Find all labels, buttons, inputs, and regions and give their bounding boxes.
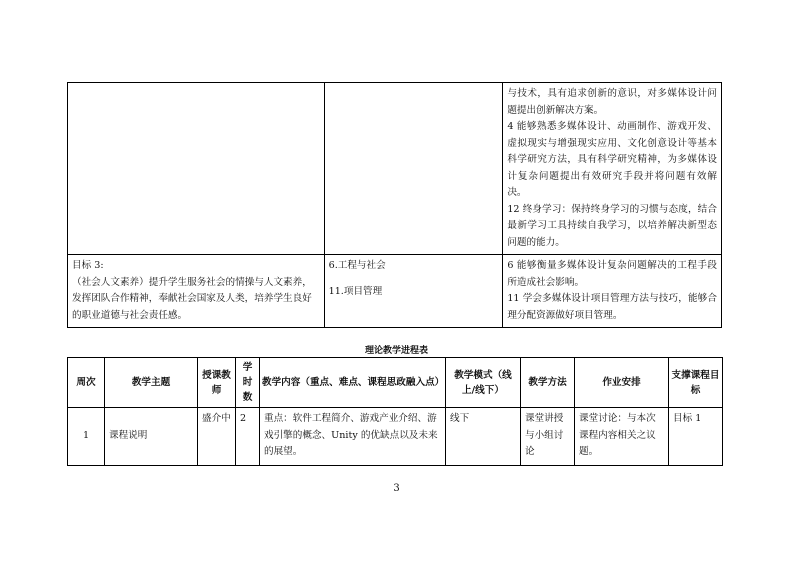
indicator-text: 11 学会多媒体设计项目管理方法与技巧，能够合理分配资源做好项目管理。 [507,293,717,321]
method-cell: 课堂讲授与小组讨论 [521,408,575,466]
table-row [68,83,722,255]
header-teacher: 授课教师 [198,358,236,408]
indicator-cell [503,83,722,255]
schedule-table [67,357,723,466]
header-content: 教学内容（重点、难点、课程思政融入点） [260,358,446,408]
header-homework: 作业安排 [575,358,669,408]
hours-cell: 2 [236,408,260,466]
goal-text: （社会人文素养）提升学生服务社会的情操与人文素养，发挥团队合作精神，奉献社会国家及人类，培养学生良好的职业道德与社会责任感。 [72,276,312,321]
goal-cell: 目标 1 [669,408,723,466]
goal-cell-empty [68,83,325,255]
content-cell: 重点：软件工程简介、游戏产业介绍、游戏引擎的概念、Unity 的优缺点以及未来的展望。 [260,408,446,466]
header-row [68,358,723,408]
header-topic: 教学主题 [105,358,198,408]
indicator-text: 与技术，具有追求创新的意识，对多媒体设计问题提出创新解决方案。 [507,88,717,116]
requirement-cell [324,255,503,328]
header-hours: 学时数 [236,358,260,408]
indicator-text: 6 能够衡量多媒体设计复杂问题解决的工程手段所造成社会影响。 [507,260,717,288]
goal-title: 目标 3: [72,260,104,271]
mode-cell: 线下 [446,408,521,466]
topic-cell: 课程说明 [105,408,198,466]
indicator-cell [503,255,722,328]
header-goal: 支撑课程目标 [669,358,723,408]
indicator-text: 4 能够熟悉多媒体设计、动画制作、游戏开发、虚拟现实与增强现实应用、文化创意设计等基本科学研究方法，具有科学研究精神，为多媒体设计复杂问题提出有效研究手段并将问题有效解决。 [507,121,717,198]
week-cell: 1 [68,408,105,466]
requirement-item: 6.工程与社会 [328,260,386,271]
table-row [68,255,722,328]
header-week: 周次 [68,358,105,408]
header-method: 教学方法 [521,358,575,408]
requirement-item: 11.项目管理 [328,285,383,297]
schedule-caption: 理论教学进程表 [364,346,428,356]
teacher-cell: 盛介中 [198,408,236,466]
requirement-cell-empty [324,83,503,255]
table-row [68,408,723,466]
course-goals-table [67,82,722,328]
indicator-text: 12 终身学习：保持终身学习的习惯与态度，结合最新学习工具持续自我学习，以培养解决新型态问题的能力。 [507,203,717,248]
goal-cell [68,255,325,328]
homework-cell: 课堂讨论：与本次课程内容相关之议题。 [575,408,669,466]
page-number: 3 [393,483,400,494]
header-mode: 教学模式（线上/线下） [446,358,521,408]
